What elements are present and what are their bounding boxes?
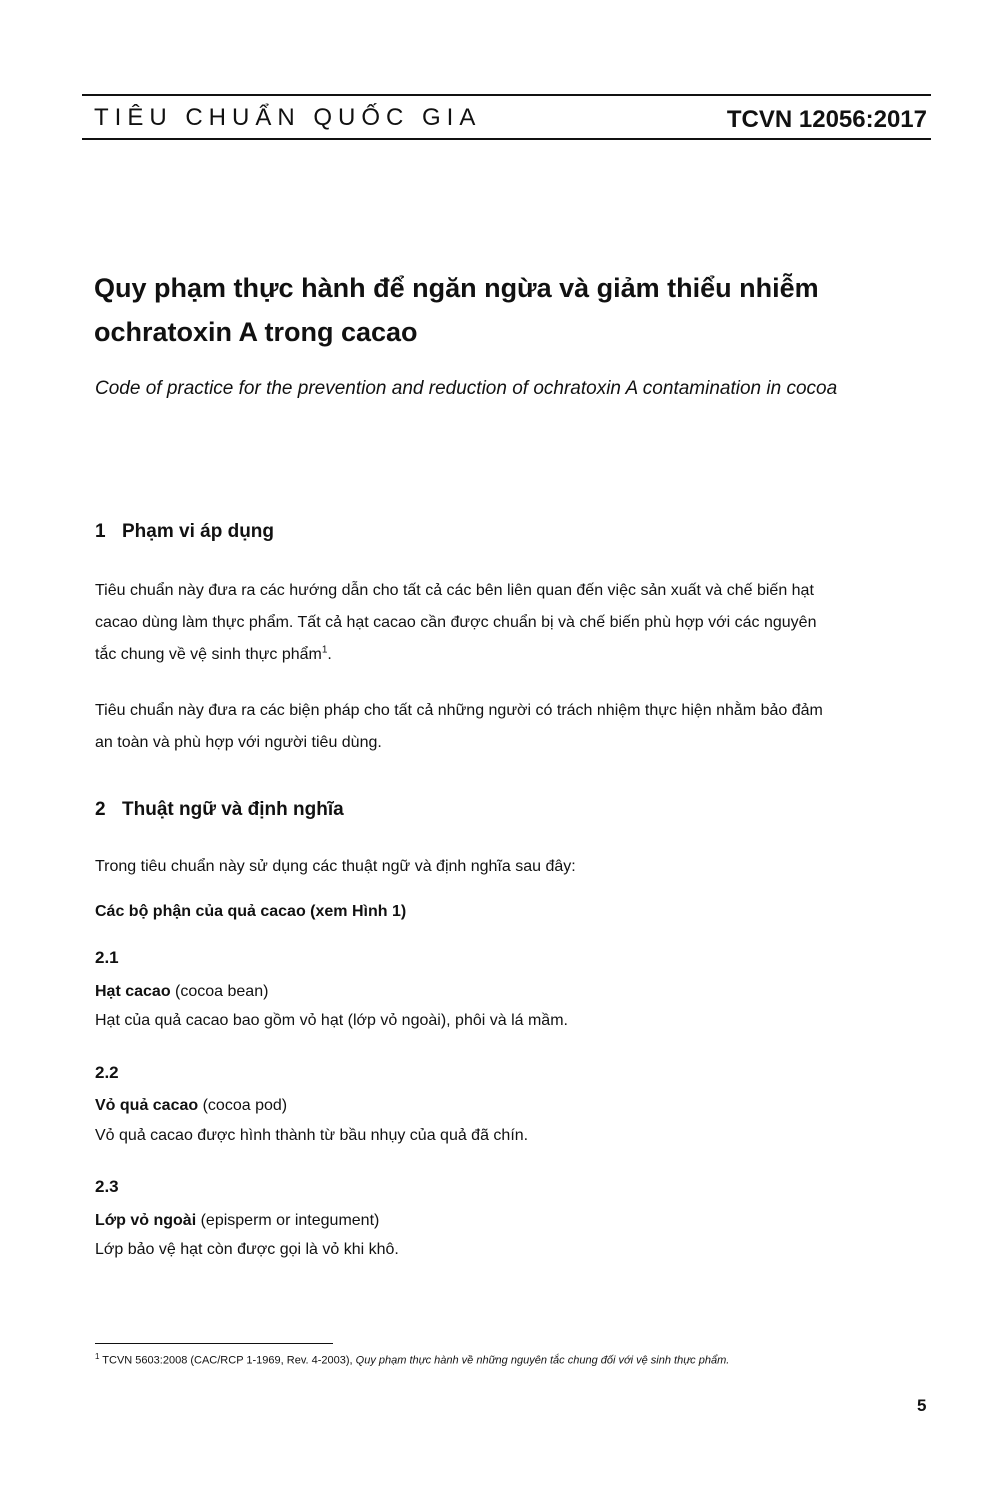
term-2-1-heading: [95, 983, 268, 1001]
section-2-intro: Trong tiêu chuẩn này sử dụng các thuật ngữ và định nghĩa sau đây:: [95, 858, 576, 875]
para1-line-3-end: .: [327, 646, 332, 663]
term-2-3-heading: [95, 1212, 379, 1230]
term-2-2-definition: Vỏ quả cacao được hình thành từ bầu nhụy của quả đã chín.: [95, 1127, 529, 1144]
section-1-paragraph-1: [95, 575, 930, 671]
page-number: 5: [917, 1396, 927, 1415]
footnote: [95, 1352, 729, 1367]
document-title: [94, 266, 894, 354]
term-2-3-definition: Lớp bảo vệ hạt còn được gọi là vỏ khi khô.: [95, 1241, 399, 1258]
term-2-3-english: (episperm or integument): [196, 1212, 380, 1229]
header-standard-label: TIÊU CHUẨN QUỐC GIA: [94, 104, 482, 131]
page-header: [82, 94, 931, 140]
section-1-title: Phạm vi áp dụng: [122, 521, 275, 542]
term-2-2-name: Vỏ quả cacao: [95, 1097, 199, 1114]
english-title: Code of practice for the prevention and reduction of ochratoxin A contamination in cocoa: [95, 378, 838, 399]
term-2-2-number: 2.2: [95, 1063, 119, 1082]
footnote-text: TCVN 5603:2008 (CAC/RCP 1-1969, Rev. 4-2003),: [99, 1354, 356, 1367]
header-standard-code: TCVN 12056:2017: [726, 106, 927, 133]
section-2-title: Thuật ngữ và định nghĩa: [122, 799, 344, 820]
footnote-italic-title: Quy phạm thực hành về những nguyên tắc chung đối với vệ sinh thực phẩm.: [355, 1354, 730, 1367]
title-line-1: Quy phạm thực hành để ngăn ngừa và giảm thiểu nhiễm: [94, 273, 819, 303]
section-1-number: 1: [95, 521, 106, 542]
para2-line-2: an toàn và phù hợp với người tiêu dùng.: [95, 734, 382, 751]
para1-line-3-text: tắc chung về vệ sinh thực phẩm: [95, 646, 322, 663]
term-2-2-heading: [95, 1097, 287, 1115]
term-2-2-english: (cocoa pod): [198, 1097, 288, 1114]
section-2-subheading: Các bộ phận của quả cacao (xem Hình 1): [95, 903, 407, 920]
para1-line-2: cacao dùng làm thực phẩm. Tất cả hạt cacao cần được chuẩn bị và chế biến phù hợp với các nguyên: [95, 614, 817, 631]
para1-line-3: [95, 639, 930, 671]
term-2-1-definition: Hạt của quả cacao bao gồm vỏ hạt (lớp vỏ ngoài), phôi và lá mầm.: [95, 1012, 568, 1029]
para1-line-1: Tiêu chuẩn này đưa ra các hướng dẫn cho tất cả các bên liên quan đến việc sản xuất và chế biến hạt: [95, 582, 814, 599]
section-2-heading: [95, 799, 344, 821]
footnote-divider: [95, 1343, 333, 1344]
section-1-paragraph-2: [95, 695, 930, 759]
term-2-3-name: Lớp vỏ ngoài: [95, 1212, 197, 1229]
para2-line-1: Tiêu chuẩn này đưa ra các biện pháp cho tất cả những người có trách nhiệm thực hiện nhằm bảo đảm: [95, 702, 823, 719]
title-line-2: ochratoxin A trong cacao: [94, 317, 418, 347]
term-2-1-english: (cocoa bean): [170, 983, 269, 1000]
footnote-reference[interactable]: 1: [321, 644, 328, 656]
section-2-number: 2: [95, 799, 106, 820]
section-1-heading: [95, 521, 274, 543]
term-2-1-name: Hạt cacao: [95, 983, 171, 1000]
footnote-mark: 1: [95, 1352, 100, 1361]
term-2-1-number: 2.1: [95, 948, 119, 967]
term-2-3-number: 2.3: [95, 1177, 119, 1196]
